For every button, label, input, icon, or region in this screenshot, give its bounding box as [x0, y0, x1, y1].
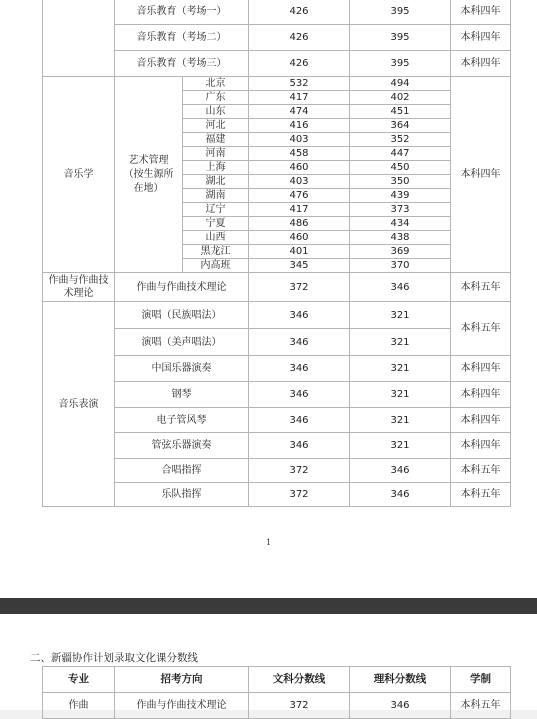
direction-cell: 钢琴	[115, 382, 249, 408]
arts-score-cell: 416	[249, 119, 350, 133]
region-cell: 黑龙江	[183, 245, 249, 259]
arts-score-cell: 426	[249, 25, 350, 51]
direction-cell: 乐队指挥	[115, 483, 249, 507]
major-cell: 作曲	[43, 693, 115, 719]
arts-score-cell: 532	[249, 77, 350, 91]
region-cell: 辽宁	[183, 203, 249, 217]
duration-cell: 本科五年	[451, 483, 511, 507]
page-divider	[0, 598, 537, 614]
region-cell: 上海	[183, 161, 249, 175]
duration-cell: 本科五年	[451, 302, 511, 356]
science-score-cell: 373	[350, 203, 451, 217]
arts-score-cell: 476	[249, 189, 350, 203]
direction-cell: 合唱指挥	[115, 459, 249, 483]
section-heading: 二、新疆协作计划录取文化课分数线	[30, 652, 198, 664]
region-cell: 内高班	[183, 259, 249, 273]
arts-score-cell: 372	[249, 459, 350, 483]
science-score-cell: 321	[350, 329, 451, 356]
arts-score-cell: 346	[249, 302, 350, 329]
arts-score-cell: 417	[249, 91, 350, 105]
header-science: 理科分数线	[350, 667, 451, 693]
science-score-cell: 402	[350, 91, 451, 105]
science-score-cell: 395	[350, 25, 451, 51]
science-score-cell: 346	[350, 459, 451, 483]
direction-cell: 音乐教育（考场三）	[115, 51, 249, 77]
region-cell: 福建	[183, 133, 249, 147]
science-score-cell: 346	[350, 483, 451, 507]
science-score-cell: 450	[350, 161, 451, 175]
document-page-2	[0, 614, 537, 710]
region-cell: 湖北	[183, 175, 249, 189]
arts-score-cell: 403	[249, 133, 350, 147]
science-score-cell: 369	[350, 245, 451, 259]
region-cell: 山西	[183, 231, 249, 245]
science-score-cell: 447	[350, 147, 451, 161]
duration-cell: 本科四年	[451, 25, 511, 51]
arts-score-cell: 460	[249, 231, 350, 245]
region-cell: 广东	[183, 91, 249, 105]
table-row	[43, 0, 511, 25]
arts-score-cell: 372	[249, 693, 350, 719]
science-score-cell: 321	[350, 302, 451, 329]
region-cell: 山东	[183, 105, 249, 119]
duration-cell: 本科四年	[451, 382, 511, 408]
arts-score-cell: 345	[249, 259, 350, 273]
table-row	[43, 302, 511, 329]
arts-score-cell: 346	[249, 382, 350, 408]
arts-score-cell: 458	[249, 147, 350, 161]
page-number: 1	[265, 538, 272, 547]
duration-cell: 本科四年	[451, 356, 511, 382]
arts-score-cell: 346	[249, 356, 350, 382]
arts-score-cell: 346	[249, 433, 350, 459]
major-cell: 作曲与作曲技术理论	[43, 273, 115, 302]
duration-cell: 本科四年	[451, 0, 511, 25]
direction-cell: 管弦乐器演奏	[115, 433, 249, 459]
direction-cell: 演唱（民族唱法）	[115, 302, 249, 329]
duration-cell: 本科五年	[451, 693, 511, 719]
science-score-cell: 321	[350, 356, 451, 382]
arts-score-cell: 474	[249, 105, 350, 119]
science-score-cell: 350	[350, 175, 451, 189]
direction-cell: 中国乐器演奏	[115, 356, 249, 382]
header-duration: 学制	[451, 667, 511, 693]
region-cell: 河南	[183, 147, 249, 161]
science-score-cell: 321	[350, 408, 451, 433]
direction-cell: 演唱（美声唱法）	[115, 329, 249, 356]
arts-score-cell: 486	[249, 217, 350, 231]
arts-score-cell: 426	[249, 0, 350, 25]
header-arts: 文科分数线	[249, 667, 350, 693]
duration-cell: 本科五年	[451, 459, 511, 483]
duration-cell: 本科四年	[451, 433, 511, 459]
science-score-cell: 346	[350, 273, 451, 302]
table-row	[43, 273, 511, 302]
arts-score-cell: 417	[249, 203, 350, 217]
direction-cell: 音乐教育（考场一）	[115, 0, 249, 25]
region-cell: 湖南	[183, 189, 249, 203]
duration-cell: 本科四年	[451, 408, 511, 433]
arts-score-cell: 346	[249, 408, 350, 433]
arts-score-cell: 426	[249, 51, 350, 77]
science-score-cell: 395	[350, 0, 451, 25]
arts-score-cell: 401	[249, 245, 350, 259]
direction-cell: 音乐教育（考场二）	[115, 25, 249, 51]
direction-cell: 电子管风琴	[115, 408, 249, 433]
science-score-cell: 364	[350, 119, 451, 133]
duration-cell: 本科四年	[451, 51, 511, 77]
science-score-cell: 451	[350, 105, 451, 119]
duration-cell: 本科四年	[451, 77, 511, 273]
science-score-cell: 439	[350, 189, 451, 203]
table-row	[43, 693, 511, 719]
xinjiang-score-table	[42, 666, 511, 719]
science-score-cell: 321	[350, 382, 451, 408]
score-table	[42, 0, 511, 507]
region-cell: 宁夏	[183, 217, 249, 231]
arts-score-cell: 346	[249, 329, 350, 356]
arts-score-cell: 372	[249, 483, 350, 507]
science-score-cell: 346	[350, 693, 451, 719]
science-score-cell: 438	[350, 231, 451, 245]
science-score-cell: 395	[350, 51, 451, 77]
science-score-cell: 494	[350, 77, 451, 91]
direction-cell	[115, 77, 183, 273]
major-cell-empty	[43, 0, 115, 77]
header-major: 专业	[43, 667, 115, 693]
arts-score-cell: 372	[249, 273, 350, 302]
table-row	[43, 77, 511, 91]
science-score-cell: 370	[350, 259, 451, 273]
direction-text: 艺术管理（按生源所在地）	[123, 154, 174, 194]
direction-cell: 作曲与作曲技术理论	[115, 693, 249, 719]
major-cell: 音乐表演	[43, 302, 115, 507]
science-score-cell: 321	[350, 433, 451, 459]
duration-cell: 本科五年	[451, 273, 511, 302]
science-score-cell: 352	[350, 133, 451, 147]
region-cell: 北京	[183, 77, 249, 91]
table-header-row	[43, 667, 511, 693]
direction-cell: 作曲与作曲技术理论	[115, 273, 249, 302]
arts-score-cell: 403	[249, 175, 350, 189]
major-cell: 音乐学	[43, 77, 115, 273]
arts-score-cell: 460	[249, 161, 350, 175]
science-score-cell: 434	[350, 217, 451, 231]
header-direction: 招考方向	[115, 667, 249, 693]
region-cell: 河北	[183, 119, 249, 133]
